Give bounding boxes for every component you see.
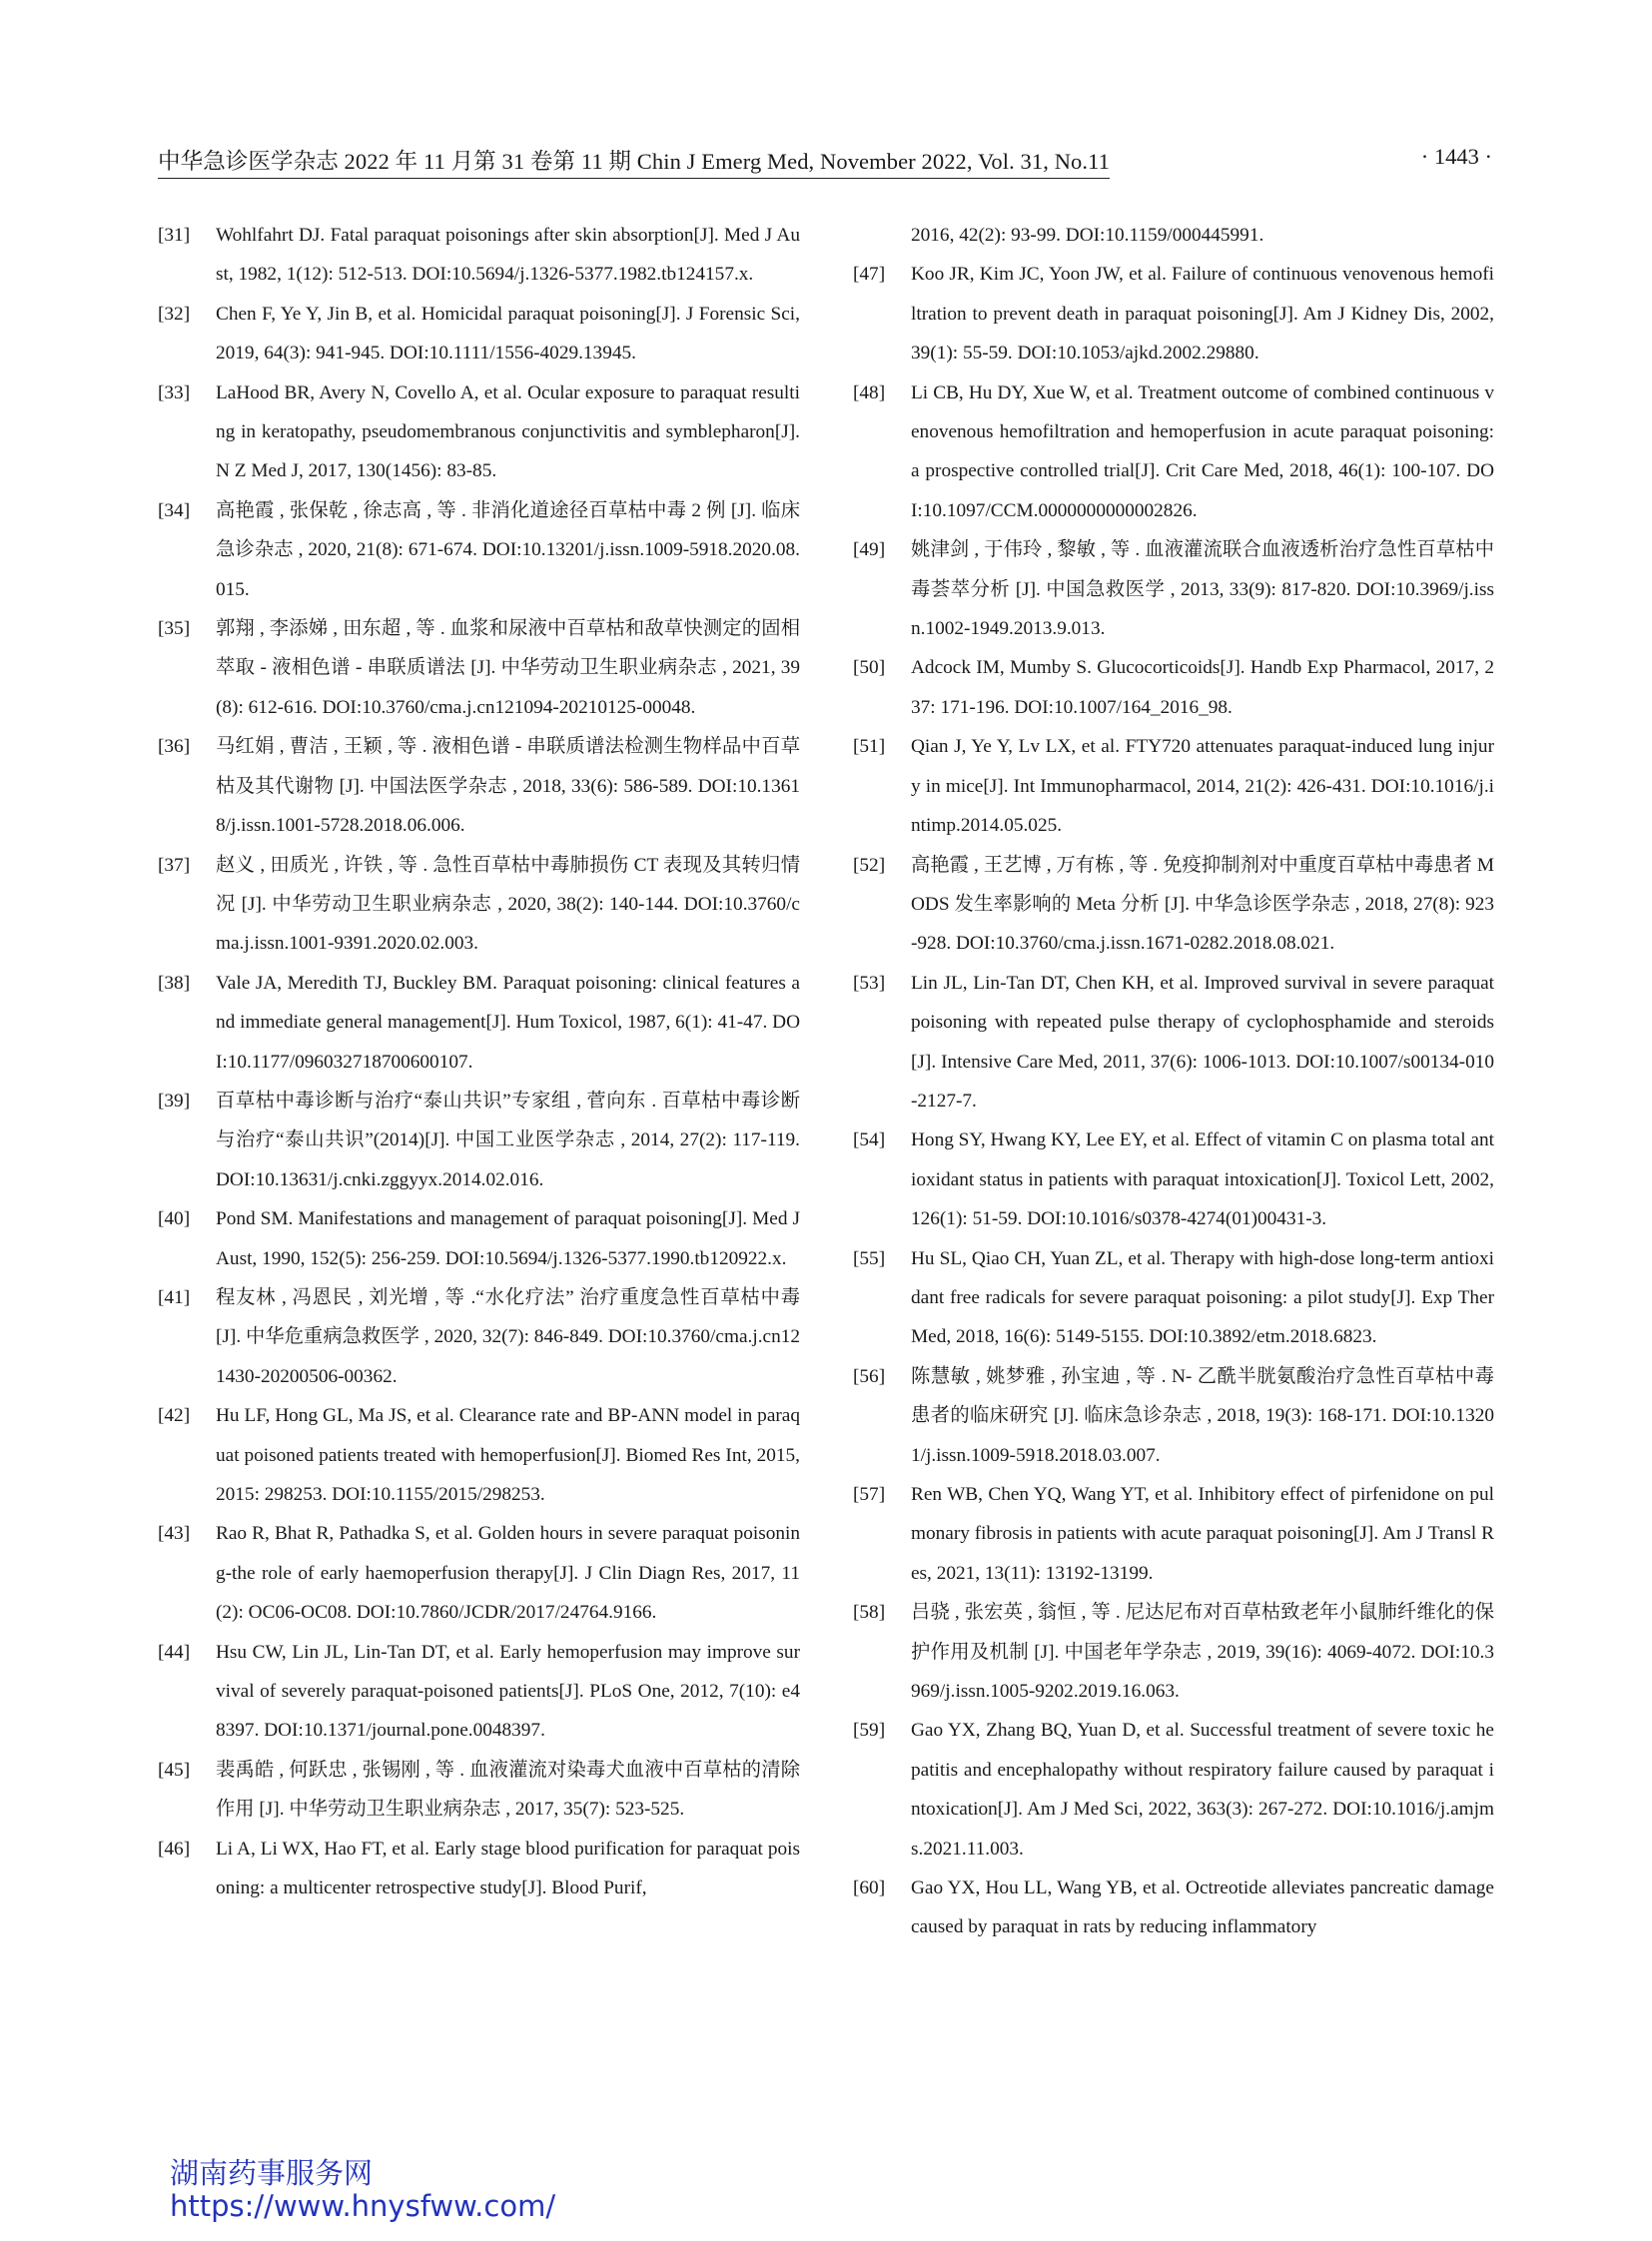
reference-entry — [158, 295, 800, 374]
reference-text: Li CB, Hu DY, Xue W, et al. Treatment outcome of combined continuous venovenous hemofiltration and hemoperfusion in acute paraquat poisoning: a prospective controlled trial[J]. Crit Care Med, 2018, 46(1): 100-107. DOI:10.1097/CCM.0000000000002826. — [911, 381, 1494, 521]
reference-entry — [158, 1396, 800, 1514]
reference-number: [32] — [158, 303, 191, 325]
reference-text: Lin JL, Lin-Tan DT, Chen KH, et al. Improved survival in severe paraquat poisoning with repeated pulse therapy of cyclophosphamide and steroids[J]. Intensive Care Med, 2011, 37(6): 1006-1013. DOI:10.1007/s00134-010-2127-7. — [911, 972, 1494, 1112]
reference-number: [48] — [853, 381, 886, 403]
watermark-site-name: 湖南药事服务网 — [170, 2156, 374, 2190]
reference-entry — [853, 1239, 1494, 1357]
reference-text: Hu LF, Hong GL, Ma JS, et al. Clearance rate and BP-ANN model in paraquat poisoned patients treated with hemoperfusion[J]. Biomed Res Int, 2015, 2015: 298253. DOI:10.1155/2015/298253. — [216, 1405, 800, 1505]
reference-text: Hu SL, Qiao CH, Yuan ZL, et al. Therapy with high-dose long-term antioxidant free radicals for severe paraquat poisoning: a pilot study[J]. Exp Ther Med, 2018, 16(6): 5149-5155. DOI:10.3892/etm.2018.6823. — [911, 1247, 1494, 1348]
reference-text: 高艳霞 , 张保乾 , 徐志高 , 等 . 非消化道途径百草枯中毒 2 例 [J]. 临床急诊杂志 , 2020, 21(8): 671-674. DOI:10.13201/j.issn.1009-5918.2020.08.015. — [216, 499, 800, 600]
watermark-url[interactable]: https://www.hnysfww.com/ — [170, 2189, 556, 2223]
reference-text: 吕骁 , 张宏英 , 翁恒 , 等 . 尼达尼布对百草枯致老年小鼠肺纤维化的保护作用及机制 [J]. 中国老年学杂志 , 2019, 39(16): 4069-4072. DOI:10.3969/j.issn.1005-9202.2019.16.063. — [911, 1602, 1494, 1703]
reference-number: [40] — [158, 1208, 191, 1230]
reference-entry — [158, 846, 800, 964]
reference-number: [52] — [853, 854, 886, 876]
reference-number: [43] — [158, 1523, 191, 1545]
reference-text: Pond SM. Manifestations and management of paraquat poisoning[J]. Med J Aust, 1990, 152(5): 256-259. DOI:10.5694/j.1326-5377.1990.tb120922.x. — [216, 1208, 800, 1269]
reference-number: [37] — [158, 854, 191, 876]
reference-number: [31] — [158, 225, 191, 246]
reference-text: Hsu CW, Lin JL, Lin-Tan DT, et al. Early hemoperfusion may improve survival of severely paraquat-poisoned patients[J]. PLoS One, 2012, 7(10): e48397. DOI:10.1371/journal.pone.0048397. — [216, 1641, 800, 1742]
reference-text: Vale JA, Meredith TJ, Buckley BM. Paraquat poisoning: clinical features and immediate general management[J]. Hum Toxicol, 1987, 6(1): 41-47. DOI:10.1177/096032718700600107. — [216, 972, 800, 1073]
reference-text: 郭翔 , 李添娣 , 田东超 , 等 . 血浆和尿液中百草枯和敌草快测定的固相萃取 - 液相色谱 - 串联质谱法 [J]. 中华劳动卫生职业病杂志 , 2021, 39(8): 612-616. DOI:10.3760/cma.j.cn121094-20210125-00048. — [216, 618, 800, 718]
reference-entry — [158, 727, 800, 845]
reference-entry — [158, 491, 800, 609]
reference-number: [47] — [853, 264, 886, 286]
reference-number: [42] — [158, 1405, 191, 1427]
reference-number: [51] — [853, 736, 886, 758]
reference-entry — [853, 727, 1494, 845]
reference-entry — [853, 1868, 1494, 1947]
reference-text: Hong SY, Hwang KY, Lee EY, et al. Effect of vitamin C on plasma total antioxidant status in patients with paraquat intoxication[J]. Toxicol Lett, 2002, 126(1): 51-59. DOI:10.1016/s0378-4274(01)00431-3. — [911, 1129, 1494, 1230]
reference-number: [56] — [853, 1365, 886, 1387]
reference-number: [35] — [158, 618, 191, 640]
reference-number: [41] — [158, 1286, 191, 1308]
reference-text: Qian J, Ye Y, Lv LX, et al. FTY720 attenuates paraquat-induced lung injury in mice[J]. Int Immunopharmacol, 2014, 21(2): 426-431. DOI:10.1016/j.intimp.2014.05.025. — [911, 736, 1494, 837]
reference-entry — [853, 1475, 1494, 1593]
reference-entry — [158, 1514, 800, 1632]
reference-text: 2016, 42(2): 93-99. DOI:10.1159/000445991. — [911, 225, 1264, 246]
reference-number: [45] — [158, 1759, 191, 1781]
reference-text: 马红娟 , 曹洁 , 王颖 , 等 . 液相色谱 - 串联质谱法检测生物样品中百草枯及其代谢物 [J]. 中国法医学杂志 , 2018, 33(6): 586-589. DOI:10.13618/j.issn.1001-5728.2018.06.006. — [216, 736, 800, 837]
reference-entry — [853, 216, 1494, 255]
reference-entry — [158, 1082, 800, 1199]
reference-entry — [853, 846, 1494, 964]
reference-number: [53] — [853, 972, 886, 994]
reference-number: [39] — [158, 1090, 191, 1112]
reference-number: [36] — [158, 736, 191, 758]
reference-entry — [158, 216, 800, 295]
running-header — [158, 144, 1492, 184]
reference-entry — [853, 1593, 1494, 1711]
reference-entry — [158, 1830, 800, 1908]
reference-text: 赵义 , 田质光 , 许铁 , 等 . 急性百草枯中毒肺损伤 CT 表现及其转归情况 [J]. 中华劳动卫生职业病杂志 , 2020, 38(2): 140-144. DOI:10.3760/cma.j.issn.1001-9391.2020.02.003. — [216, 854, 800, 955]
reference-text: Gao YX, Zhang BQ, Yuan D, et al. Successful treatment of severe toxic hepatitis and encephalopathy without respiratory failure caused by paraquat intoxication[J]. Am J Med Sci, 2022, 363(3): 267-272. DOI:10.1016/j.amjms.2021.11.003. — [911, 1720, 1494, 1860]
reference-entry — [853, 374, 1494, 531]
reference-text: Rao R, Bhat R, Pathadka S, et al. Golden hours in severe paraquat poisoning-the role of early haemoperfusion therapy[J]. J Clin Diagn Res, 2017, 11(2): OC06-OC08. DOI:10.7860/JCDR/2017/24764.9166. — [216, 1523, 800, 1624]
reference-text: 百草枯中毒诊断与治疗“泰山共识”专家组 , 菅向东 . 百草枯中毒诊断与治疗“泰山共识”(2014)[J]. 中国工业医学杂志 , 2014, 27(2): 117-119. DOI:10.13631/j.cnki.zggyyx.2014.02.016. — [216, 1090, 800, 1190]
reference-entry — [853, 530, 1494, 648]
references-right-column — [853, 216, 1494, 1947]
reference-entry — [853, 648, 1494, 727]
reference-text: Li A, Li WX, Hao FT, et al. Early stage blood purification for paraquat poisoning: a multicenter retrospective study[J]. Blood Purif, — [216, 1838, 800, 1899]
reference-entry — [158, 1751, 800, 1830]
reference-number — [853, 216, 911, 255]
reference-number: [57] — [853, 1484, 886, 1505]
reference-entry — [853, 1120, 1494, 1238]
reference-entry — [158, 609, 800, 727]
reference-entry — [158, 374, 800, 491]
reference-text: 姚津剑 , 于伟玲 , 黎敏 , 等 . 血液灌流联合血液透析治疗急性百草枯中毒荟萃分析 [J]. 中国急救医学 , 2013, 33(9): 817-820. DOI:10.3969/j.issn.1002-1949.2013.9.013. — [911, 539, 1494, 640]
reference-text: 裴禹皓 , 何跃忠 , 张锡刚 , 等 . 血液灌流对染毒犬血液中百草枯的清除作用 [J]. 中华劳动卫生职业病杂志 , 2017, 35(7): 523-525. — [216, 1759, 800, 1821]
references-left-column — [158, 216, 800, 1907]
reference-text: Gao YX, Hou LL, Wang YB, et al. Octreotide alleviates pancreatic damage caused by paraquat in rats by reducing inflammatory — [911, 1877, 1494, 1938]
reference-number: [46] — [158, 1838, 191, 1860]
reference-number: [50] — [853, 657, 886, 679]
reference-number: [60] — [853, 1877, 886, 1899]
reference-number: [44] — [158, 1641, 191, 1663]
reference-text: 陈慧敏 , 姚梦雅 , 孙宝迪 , 等 . N- 乙酰半胱氨酸治疗急性百草枯中毒患者的临床研究 [J]. 临床急诊杂志 , 2018, 19(3): 168-171. DOI:10.13201/j.issn.1009-5918.2018.03.007. — [911, 1365, 1494, 1466]
reference-number: [49] — [853, 539, 886, 561]
reference-text: Chen F, Ye Y, Jin B, et al. Homicidal paraquat poisoning[J]. J Forensic Sci, 2019, 64(3): 941-945. DOI:10.1111/1556-4029.13945. — [216, 303, 800, 365]
reference-text: Wohlfahrt DJ. Fatal paraquat poisonings after skin absorption[J]. Med J Aust, 1982, 1(12): 512-513. DOI:10.5694/j.1326-5377.1982.tb124157.x. — [216, 225, 800, 286]
reference-entry — [853, 255, 1494, 373]
reference-number: [54] — [853, 1129, 886, 1151]
reference-entry — [853, 1711, 1494, 1868]
journal-citation-line: 中华急诊医学杂志 2022 年 11 月第 31 卷第 11 期 Chin J Emerg Med, November 2022, Vol. 31, No.11 — [158, 144, 1110, 179]
reference-entry — [158, 1199, 800, 1278]
reference-number: [55] — [853, 1247, 886, 1269]
reference-text: 程友林 , 冯恩民 , 刘光增 , 等 .“水化疗法” 治疗重度急性百草枯中毒 [J]. 中华危重病急救医学 , 2020, 32(7): 846-849. DOI:10.3760/cma.j.cn121430-20200506-00362. — [216, 1286, 800, 1387]
reference-text: LaHood BR, Avery N, Covello A, et al. Ocular exposure to paraquat resulting in keratopathy, pseudomembranous conjunctivitis and symblepharon[J]. N Z Med J, 2017, 130(1456): 83-85. — [216, 381, 800, 482]
reference-entry — [158, 964, 800, 1082]
reference-entry — [158, 1633, 800, 1751]
reference-number: [58] — [853, 1602, 886, 1624]
reference-entry — [158, 1278, 800, 1396]
page-number: · 1443 · — [1420, 144, 1492, 169]
reference-number: [59] — [853, 1720, 886, 1742]
reference-text: 高艳霞 , 王艺博 , 万有栋 , 等 . 免疫抑制剂对中重度百草枯中毒患者 MODS 发生率影响的 Meta 分析 [J]. 中华急诊医学杂志 , 2018, 27(8): 923-928. DOI:10.3760/cma.j.issn.1671-0282.2018.08.021. — [911, 854, 1494, 955]
reference-number: [33] — [158, 381, 191, 403]
reference-number: [34] — [158, 499, 191, 521]
reference-text: Adcock IM, Mumby S. Glucocorticoids[J]. Handb Exp Pharmacol, 2017, 237: 171-196. DOI:10.1007/164_2016_98. — [911, 657, 1494, 718]
reference-entry — [853, 964, 1494, 1121]
reference-entry — [853, 1357, 1494, 1475]
reference-text: Ren WB, Chen YQ, Wang YT, et al. Inhibitory effect of pirfenidone on pulmonary fibrosis in patients with acute paraquat poisoning[J]. Am J Transl Res, 2021, 13(11): 13192-13199. — [911, 1484, 1494, 1584]
reference-text: Koo JR, Kim JC, Yoon JW, et al. Failure of continuous venovenous hemofiltration to prevent death in paraquat poisoning[J]. Am J Kidney Dis, 2002, 39(1): 55-59. DOI:10.1053/ajkd.2002.29880. — [911, 264, 1494, 365]
reference-number: [38] — [158, 972, 191, 994]
